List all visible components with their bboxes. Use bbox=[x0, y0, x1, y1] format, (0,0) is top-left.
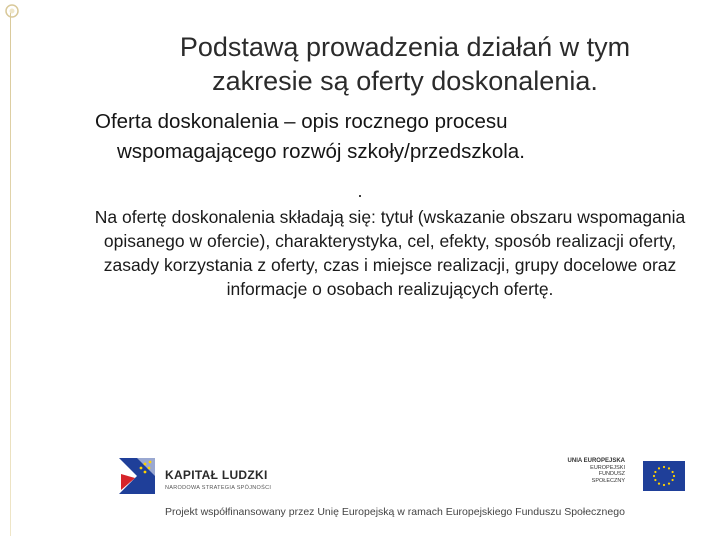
slide-frame-line bbox=[10, 12, 11, 536]
subtitle-line-1: Oferta doskonalenia – opis rocznego procesu bbox=[95, 110, 508, 133]
eu-flag-icon bbox=[643, 461, 685, 491]
eu-logo bbox=[567, 458, 687, 498]
subtitle-line-2: wspomagającego rozwój szkoły/przedszkola. bbox=[117, 140, 525, 163]
kapital-ludzki-mark-icon bbox=[115, 448, 161, 498]
eu-line-3: FUNDUSZ SPOŁECZNY bbox=[591, 471, 625, 484]
separator-dot: . bbox=[357, 181, 363, 201]
kapital-ludzki-name: KAPITAŁ LUDZKI bbox=[165, 468, 268, 482]
footer-logos bbox=[105, 440, 695, 530]
kapital-ludzki-subtitle: NARODOWA STRATEGIA SPÓJNOŚCI bbox=[165, 485, 272, 491]
cofinancing-caption: Projekt współfinansowany przez Unię Europejską w ramach Europejskiego Funduszu Społecznego bbox=[165, 506, 625, 518]
slide-body-text: Na ofertę doskonalenia składają się: tytuł (wskazanie obszaru wspomagania opisanego w ofercie), charakterystyka, cel, efekty, sposób realizacji oferty, zasady korzystania z oferty, czas i miejsce realizacji, grupy docelowe oraz informacje o osobach realizujących ofertę. bbox=[94, 207, 686, 299]
eu-line-1: UNIA EUROPEJSKA bbox=[567, 458, 625, 464]
slide-title: Podstawą prowadzenia działań w tym zakresie są oferty doskonalenia. bbox=[179, 32, 631, 96]
eu-line-2: EUROPEJSKI bbox=[590, 464, 625, 471]
slide-subtitle bbox=[95, 107, 655, 167]
eu-logo-text bbox=[567, 458, 625, 484]
kapital-ludzki-logo bbox=[115, 448, 315, 498]
corner-ornament-icon bbox=[3, 2, 21, 20]
